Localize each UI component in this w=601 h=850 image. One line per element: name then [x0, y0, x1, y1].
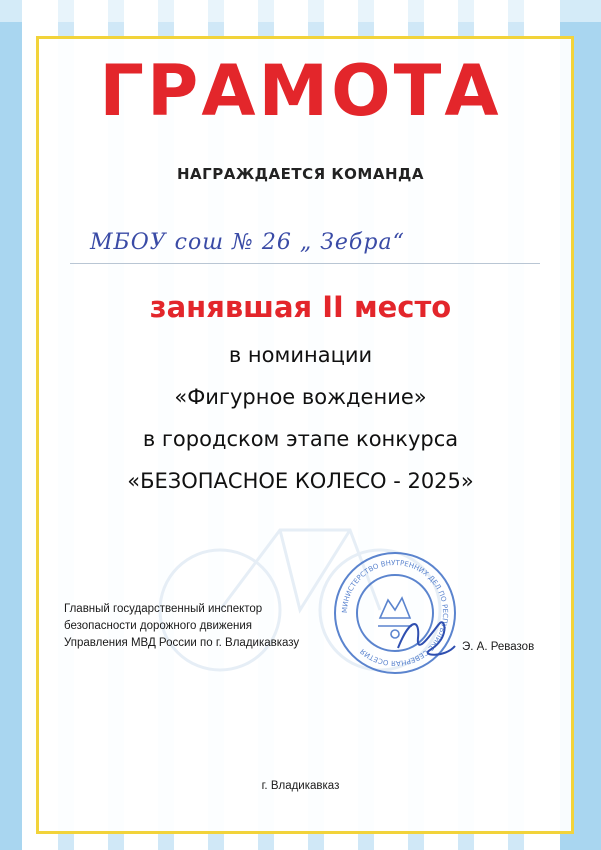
signature-scribble	[390, 608, 460, 668]
team-name-handwritten: МБОУ сош № 26 „ Зебра“	[90, 230, 405, 255]
stage-line: в городском этапе конкурса	[142, 427, 459, 451]
signer-name: Э. А. Ревазов	[462, 641, 535, 653]
inspector-line-1: Главный государственный инспектор	[64, 603, 263, 615]
nomination-intro: в номинации	[228, 343, 373, 367]
city-footer: г. Владикавказ	[261, 780, 340, 792]
award-subtitle: НАГРАЖДАЕТСЯ КОМАНДА	[177, 165, 424, 183]
name-underline	[70, 263, 540, 264]
inspector-line-2: безопасности дорожного движения	[64, 620, 252, 632]
contest-name: «БЕЗОПАСНОЕ КОЛЕСО - 2025»	[127, 469, 474, 493]
inspector-line-3: Управления МВД России по г. Владикавказу	[64, 637, 300, 649]
svg-text:МИНИСТЕРСТВО ВНУТРЕННИХ ДЕЛ ПО: МИНИСТЕРСТВО ВНУТРЕННИХ ДЕЛ ПО РЕСПУБЛИКЕ СЕВЕРНАЯ ОСЕТИЯ	[340, 558, 450, 668]
place-text: занявшая II место	[149, 290, 452, 324]
certificate-title: ГРАМОТА	[99, 50, 502, 132]
nomination-name: «Фигурное вождение»	[174, 385, 427, 409]
inspector-title	[64, 601, 299, 652]
